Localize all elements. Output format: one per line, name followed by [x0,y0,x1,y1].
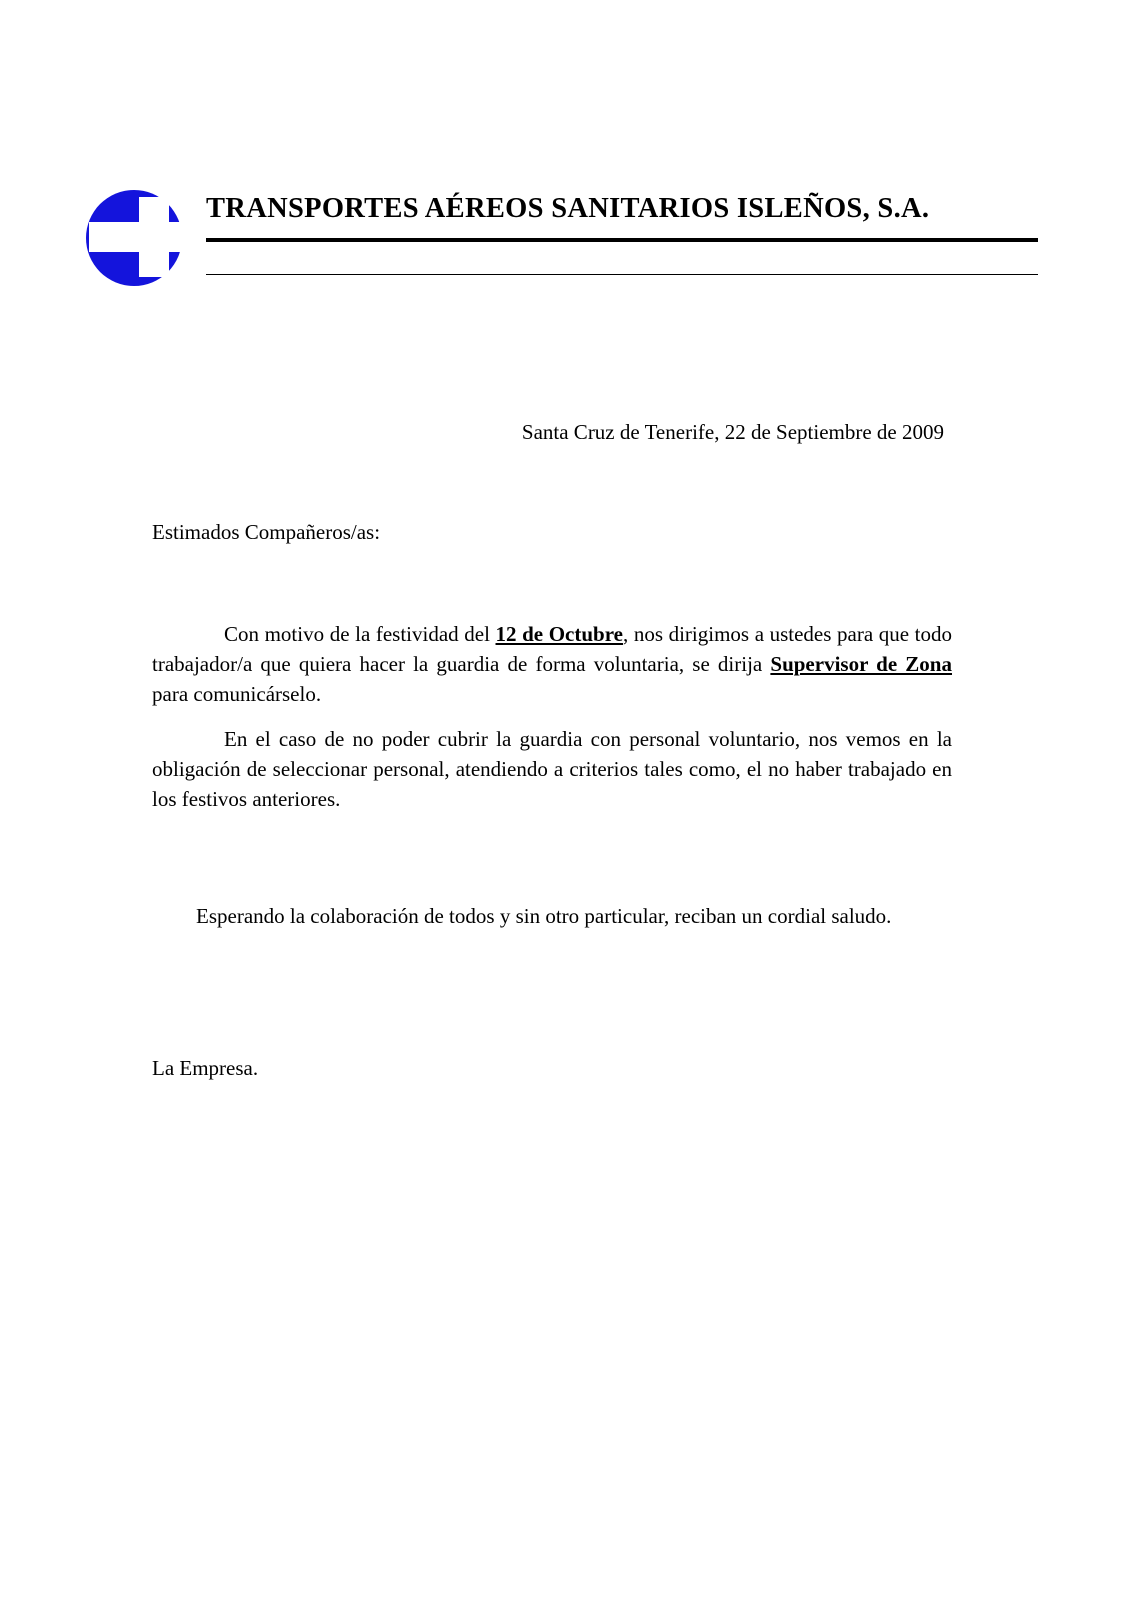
salutation: Estimados Compañeros/as: [152,520,381,544]
date-line: Santa Cruz de Tenerife, 22 de Septiembre de 2009 [521,420,944,444]
text-run: 12 de Octubre [495,622,623,646]
closing-paragraph: Esperando la colaboración de todos y sin otro particular, reciban un cordial saludo. [196,904,892,928]
medical-cross-circle-icon [84,186,188,290]
text-run: , nos dirigimos a ustedes para que todo trabajador/a que quiera hacer la guardia de forma voluntaria, se dirija [152,622,952,676]
letterhead [0,178,1131,298]
body-paragraph-1 [152,620,952,709]
company-logo [84,186,188,290]
signature-block: La Empresa. [152,1056,259,1080]
header-rule-thin [206,274,1038,275]
text-run: para comunicárselo. [152,681,322,706]
header-rule-thick [206,238,1038,242]
text-run: Supervisor de Zona [770,651,952,676]
body-paragraph-2: En el caso de no poder cubrir la guardia con personal voluntario, nos vemos en la obligación de seleccionar personal, atendiendo a criterios tales como, el no haber trabajado en los festivos anteriores. [152,727,952,811]
company-name: TRANSPORTES AÉREOS SANITARIOS ISLEÑOS, S.A. [206,193,930,224]
text-run: Con motivo de la festividad del [224,622,496,646]
